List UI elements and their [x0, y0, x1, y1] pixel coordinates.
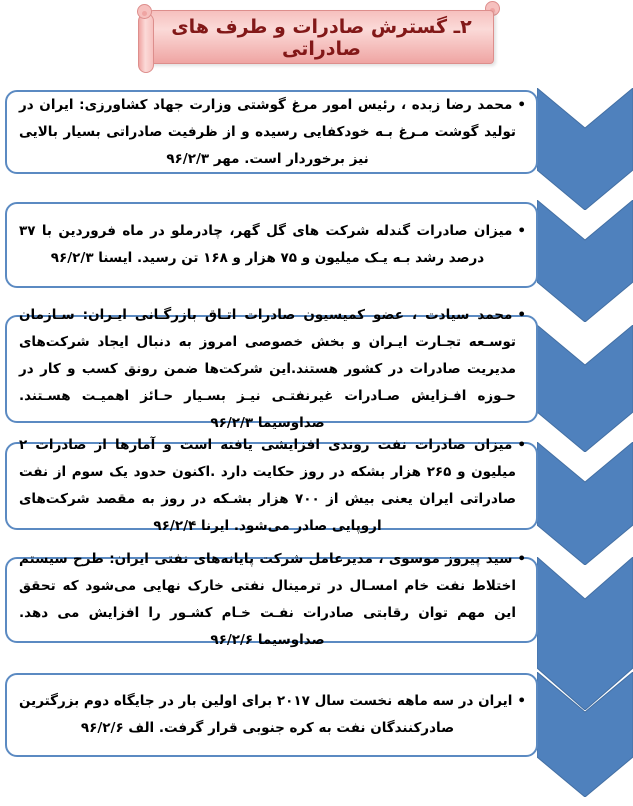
news-block	[5, 673, 538, 757]
chevron-down-icon	[537, 88, 633, 210]
news-block	[5, 202, 538, 288]
news-text	[7, 302, 536, 437]
news-body: میزان صادرات نفت روندی افزایشی یافته است و آمارها از صادرات ۲ میلیون و ۲۶۵ هزار بشکه در روز حکایت دارد .اکنون حدود یک سوم از نفت صادراتی ایران یعنی بیش از ۷۰۰ هزار بشـکه در روز به مقصد شرکت‌های اروپایی صادر می‌شود. ایرنا ۹۶/۲/۴	[19, 437, 516, 534]
scroll-roll-icon	[138, 13, 154, 73]
bullet-icon: •	[517, 693, 526, 709]
bullet-icon: •	[517, 96, 526, 113]
news-block	[5, 90, 538, 174]
news-text	[7, 92, 536, 173]
bullet-icon: •	[517, 306, 526, 323]
news-text	[7, 546, 536, 654]
chevron-down-icon	[537, 325, 633, 452]
news-text	[7, 688, 536, 742]
news-block	[5, 437, 538, 534]
title-banner-body	[149, 10, 494, 64]
news-text	[7, 432, 536, 540]
news-body: میزان صادرات گندله شرکت های گل گهر، چادرملو در ماه فروردین با ۳۷ درصد رشد بـه یـک میلیون و ۷۵ هزار و ۱۶۸ تن رسید. ایسنا ۹۶/۲/۳	[19, 223, 513, 266]
news-body: محمد رضا زبده ، رئیس امور مرغ گوشتی وزارت جهاد کشاورزی: ایران در تولید گوشت مـرغ بـه خودکفایی رسیده و از ظرفیت صادراتی بسیار بالایی نیز برخوردار است. مهر ۹۶/۲/۳	[19, 96, 516, 167]
bullet-icon: •	[517, 437, 526, 453]
chevron-down-icon	[537, 442, 633, 565]
news-body: محمد سیادت ، عضو کمیسیون صادرات اتـاق بازرگـانی ایـران: سـازمان توسـعه تجـارت ایـران و بخش خصوصی امروز به دنبال ایجاد شرکت‌های مدیریت صادرات در کشور هستند.این شرکت‌ها ضمن رونق کسب و کار در حـوزه افـزایش صـادرات غیرنفتـی نیـز بسـیار حـائز اهمیـت هسـتند. صداوسیما ۹۶/۲/۳	[19, 306, 516, 431]
news-block	[5, 551, 538, 648]
chevron-down-icon	[537, 200, 633, 322]
bullet-icon: •	[517, 223, 526, 239]
page-title: ۲ـ گسترش صادرات و طرف های صادراتی	[171, 16, 472, 60]
news-text	[7, 218, 536, 272]
scroll-curl-top-left-icon	[137, 4, 152, 19]
news-block	[5, 306, 538, 431]
bullet-icon: •	[517, 551, 526, 567]
news-body: سید پیروز موسوی ، مدیرعامل شرکت پایانه‌های نفتی ایران: طرح سیستم اختلاط نفت خام امسـال در ترمینال نفتی خارک نهایی می‌شود که تحقق این مهم توان رقابتی صادرات نفـت خـام کشـور را افزایش می دهد. صداوسیما ۹۶/۲/۶	[19, 551, 516, 648]
title-banner	[137, 1, 500, 75]
news-body: ایران در سه ماهه نخست سال ۲۰۱۷ برای اولین بار در جایگاه دوم بزرگترین صادرکنندگان نفت به کره جنوبی قرار گرفت. الف ۹۶/۲/۶	[19, 693, 513, 736]
chevron-down-icon	[537, 672, 633, 797]
